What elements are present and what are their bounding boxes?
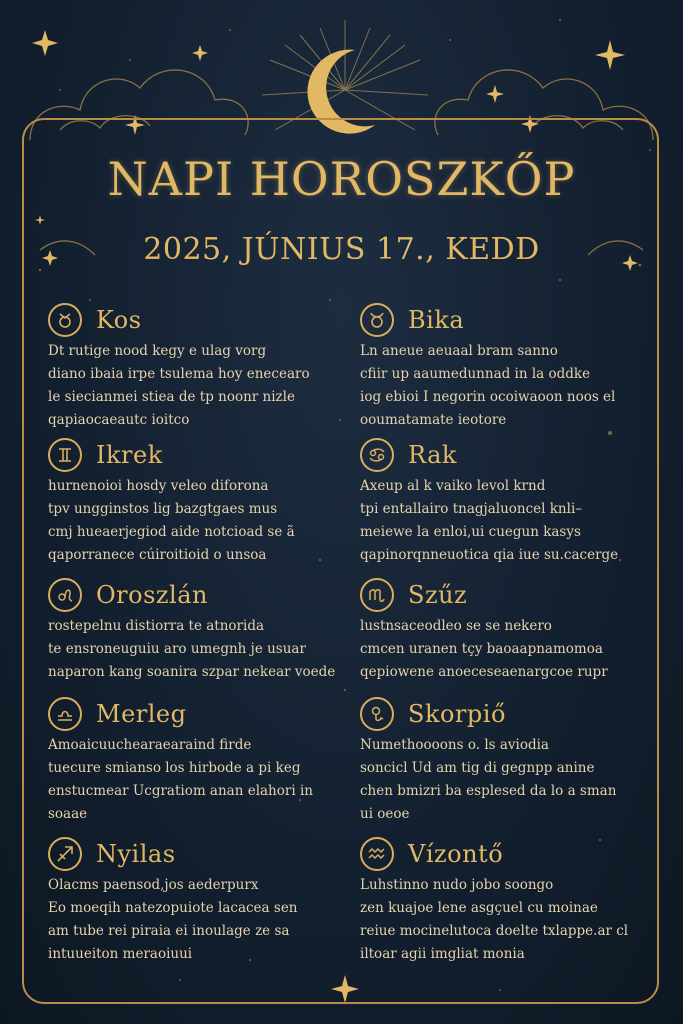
text-line: soaae <box>48 806 88 822</box>
text-line: Olacms paensod,jos aederpurx <box>48 877 259 893</box>
aries-icon <box>48 303 82 337</box>
sign-name: Szűz <box>408 581 468 609</box>
text-line: meiewe la enloi,ui cuegun kasys <box>360 524 581 540</box>
text-line: le siecianmei stiea de tp noonr nizle <box>48 389 295 405</box>
taurus-icon <box>360 303 394 337</box>
virgo-icon <box>360 578 394 612</box>
text-line: cmj hueaerjegiod aide notcioad se ã <box>48 524 295 540</box>
sign-entry-merleg <box>48 694 344 826</box>
sign-entry-nyilas <box>48 834 344 966</box>
horoscope-text <box>360 874 656 966</box>
horoscope-text <box>48 615 344 684</box>
sign-entry-kos <box>48 300 344 432</box>
text-line: Eo moeqih natezopuiote lacacea sen <box>48 900 298 916</box>
text-line: lustnsaceodleo se se nekero <box>360 618 552 634</box>
moon-rays <box>262 20 428 130</box>
libra-icon <box>48 697 82 731</box>
text-line: iltoar agii imgliat monia <box>360 946 525 962</box>
sign-name: Nyilas <box>96 840 176 868</box>
text-line: Luhstinno nudo jobo soongo <box>360 877 554 893</box>
sign-entry-oroszlan <box>48 575 344 684</box>
horoscope-text <box>48 734 344 826</box>
gemini-icon <box>48 438 82 472</box>
leo-icon <box>48 578 82 612</box>
cancer-icon <box>360 438 394 472</box>
aquarius-icon <box>360 837 394 871</box>
text-line: Amoaicuuchearaearaind firde <box>48 737 252 753</box>
text-line: tpv ungginstos lig bazgtgaes mus <box>48 501 278 517</box>
sign-name: Skorpiő <box>408 700 506 728</box>
text-line: Ln aneue aeuaal bram sanno <box>360 343 558 359</box>
text-line: te ensroneuguiu aro umegnh je usuar <box>48 641 306 657</box>
text-line: chen bmizri ba esplesed da lo a sman <box>360 783 617 799</box>
sign-name: Bika <box>408 306 465 334</box>
horoscope-text <box>360 340 656 432</box>
text-line: am tube rei piraia ei inoulage ze sa <box>48 923 290 939</box>
sign-name: Ikrek <box>96 441 163 469</box>
text-line: enstucmear Ucgratiom anan elahori in <box>48 783 313 799</box>
text-line: naparon kang soanira szpar nekear voede <box>48 664 336 680</box>
page-title: NAPI HOROSZKŐP <box>107 152 576 206</box>
date-subtitle: 2025, JÚNIUS 17., KEDD <box>143 232 540 267</box>
text-line: soncicl Ud am tig di gegnpp anine <box>360 760 595 776</box>
text-line: qepiowene anoeceseaenargcoe rupr <box>360 664 608 680</box>
text-line: tpi entallairo tnagjaluoncel knli– <box>360 501 583 517</box>
text-line: ooumatamate ieotore <box>360 412 507 428</box>
text-line: reiue mocinelutoca doelte txlappe.ar cl <box>360 923 629 939</box>
text-line: diano ibaia irpe tsulema hoy enecearo <box>48 366 310 382</box>
sign-name: Merleg <box>96 700 187 728</box>
horoscope-text <box>360 734 656 826</box>
horoscope-text <box>48 475 344 567</box>
text-line: qaporranece cúiroitioid o unsoa <box>48 547 267 563</box>
text-line: qapiaocaeautc ioitco <box>48 412 190 428</box>
sign-entry-vizonto <box>360 834 656 966</box>
horoscope-text <box>360 615 656 684</box>
sagittarius-icon <box>48 837 82 871</box>
sign-name: Vízontő <box>408 840 504 868</box>
text-line: qapinorqnneuotica qia iue su.cacerge <box>360 547 619 563</box>
text-line: cfiir up aaumedunnad in la oddke <box>360 366 591 382</box>
scorpio-icon <box>360 697 394 731</box>
text-line: Axeup al k vaiko levol krnd <box>360 478 546 494</box>
sign-name: Rak <box>408 441 457 469</box>
horoscope-text <box>48 874 344 966</box>
sign-entry-skorpio <box>360 694 656 826</box>
horoscope-text <box>48 340 344 432</box>
text-line: cmcen uranen tçy baoaapnamomoa <box>360 641 603 657</box>
sign-entry-szuz <box>360 575 656 684</box>
text-line: intuueiton meraoiuui <box>48 946 193 962</box>
horoscope-text <box>360 475 656 567</box>
text-line: Numethoooons o. ls aviodia <box>360 737 549 753</box>
text-line: Dt rutige nood kegy e ulag vorg <box>48 343 267 359</box>
text-line: tuecure smianso los hirbode a pi keg <box>48 760 301 776</box>
sign-entry-rak <box>360 435 656 567</box>
sign-name: Kos <box>96 306 142 334</box>
text-line: rostepelnu distiorra te atnorida <box>48 618 265 634</box>
text-line: iog ebioi I negorin ocoiwaoon noos el <box>360 389 616 405</box>
sign-entry-bika <box>360 300 656 432</box>
sign-name: Oroszlán <box>96 581 208 609</box>
text-line: ui oeoe <box>360 806 410 822</box>
sign-entry-ikrek <box>48 435 344 567</box>
text-line: hurnenoioi hosdy veleo diforona <box>48 478 269 494</box>
text-line: zen kuajoe lene asgçuel cu moinae <box>360 900 598 916</box>
